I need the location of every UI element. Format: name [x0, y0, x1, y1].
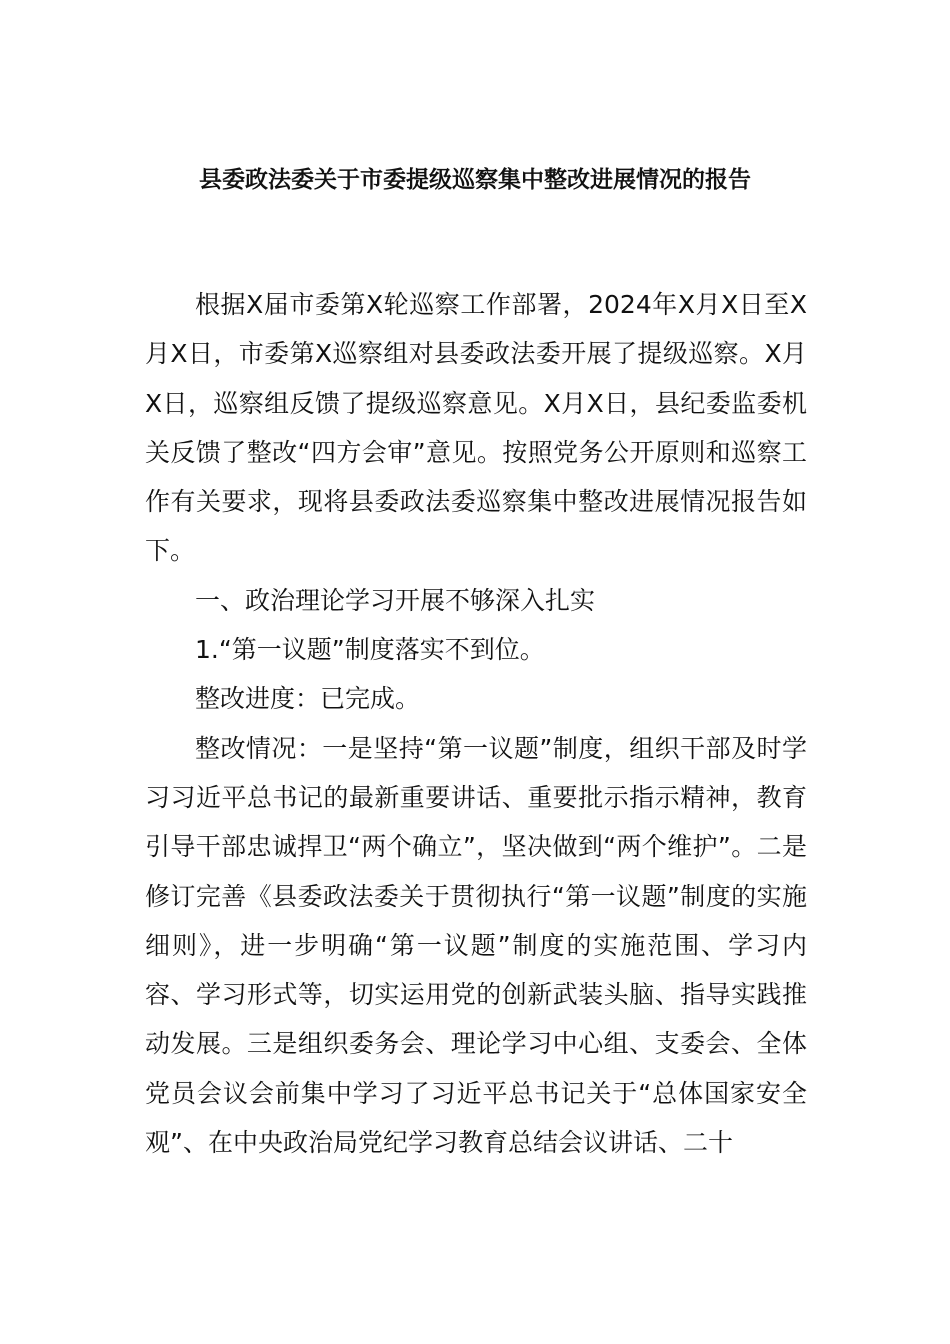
- rectification-progress: 整改进度：已完成。: [195, 684, 421, 714]
- section-heading-1: 一、政治理论学习开展不够深入扎实: [195, 585, 596, 615]
- item-heading-1: 1.“第一议题”制度落实不到位。: [195, 635, 545, 665]
- document-title: 县委政法委关于市委提级巡察集中整改进展情况的报告: [199, 167, 751, 193]
- document-body: [145, 280, 807, 1167]
- rectification-details: 整改情况：一是坚持“第一议题”制度，组织干部及时学习习近平总书记的最新重要讲话、重要批示指示精神，教育引导干部忠诚捍卫“两个确立”，坚决做到“两个维护”。二是修订完善《县委政法委关于贯彻执行“第一议题”制度的实施细则》，进一步明确“第一议题”制度的实施范围、学习内容、学习形式等，切实运用党的创新武装头脑、指导实践推动发展。三是组织委务会、理论学习中心组、支委会、全体党员会议会前集中学习了习近平总书记关于“总体国家安全观”、在中央政治局党纪学习教育总结会议讲话、二十: [145, 733, 807, 1158]
- paragraph-intro: 根据X届市委第X轮巡察工作部署，2024年X月X日至X月X日，市委第X巡察组对县委政法委开展了提级巡察。X月X日，巡察组反馈了提级巡察意见。X月X日，县纪委监委机关反馈了整改“四方会审”意见。按照党务公开原则和巡察工作有关要求，现将县委政法委巡察集中整改进展情况报告如下。: [145, 290, 807, 566]
